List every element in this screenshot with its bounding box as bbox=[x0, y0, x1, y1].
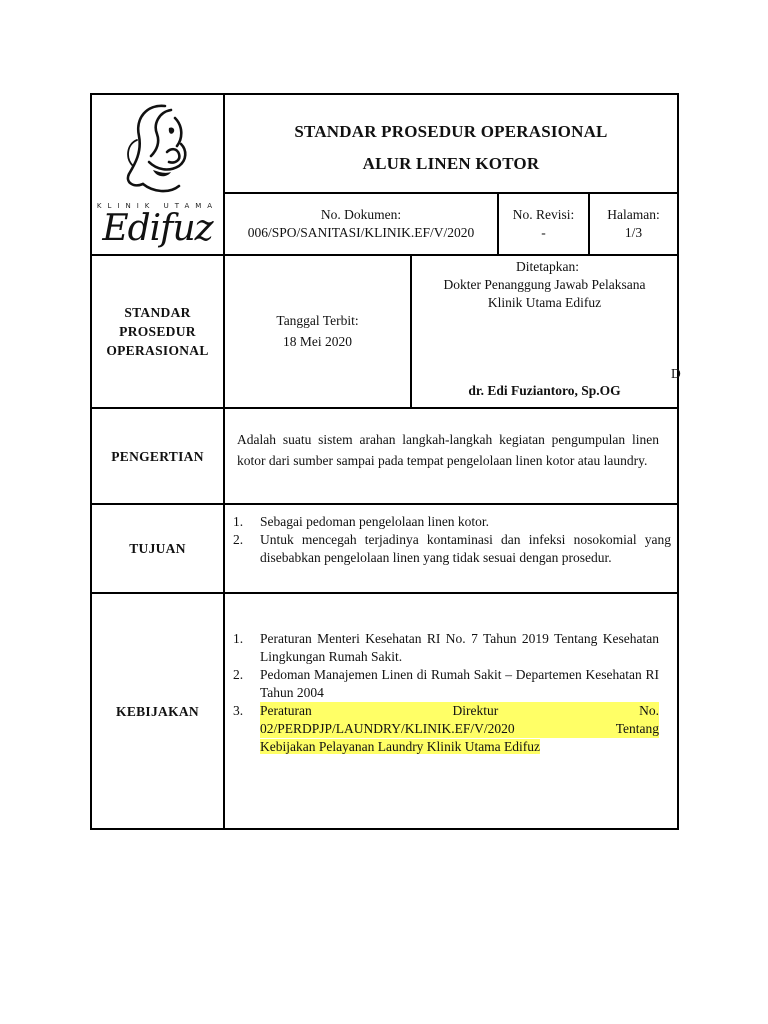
list-number: 1. bbox=[233, 631, 244, 646]
tujuan-label: TUJUAN bbox=[129, 541, 186, 556]
highlighted-line-1: Peraturan Direktur No. bbox=[260, 703, 659, 718]
list-text: Sebagai pedoman pengelolaan linen kotor. bbox=[260, 514, 490, 529]
tanggal-terbit-label: Tanggal Terbit: bbox=[276, 313, 359, 328]
spo-label-cell bbox=[92, 256, 223, 407]
halaman-label: Halaman: bbox=[607, 207, 660, 222]
tanggal-terbit-value: 18 Mei 2020 bbox=[283, 334, 352, 349]
ditetapkan-cell bbox=[412, 256, 677, 407]
tanggal-terbit-cell bbox=[225, 256, 410, 407]
list-number: 1. bbox=[233, 514, 244, 529]
list-item bbox=[225, 630, 659, 666]
list-number: 2. bbox=[233, 532, 244, 547]
mother-child-icon bbox=[113, 100, 203, 200]
list-text: Untuk mencegah terjadinya kontaminasi dan infeksi nosokomial yang disebabkan pengelolaan linen yang tidak sesuai dengan prosedur. bbox=[260, 532, 671, 565]
ditetapkan-line-1: Dokter Penanggung Jawab Pelaksana bbox=[443, 277, 646, 292]
table-border-bottom bbox=[90, 828, 679, 830]
list-number: 2. bbox=[233, 667, 244, 682]
signatory-name: dr. Edi Fuziantoro, Sp.OG bbox=[468, 383, 621, 398]
no-revisi-label: No. Revisi: bbox=[512, 207, 575, 222]
edge-character: D bbox=[671, 366, 681, 381]
no-dokumen-value: 006/SPO/SANITASI/KLINIK.EF/V/2020 bbox=[247, 225, 475, 240]
ditetapkan-line-2: Klinik Utama Edifuz bbox=[487, 295, 602, 310]
spo-label-line-3: OPERASIONAL bbox=[106, 343, 209, 358]
no-revisi-value: - bbox=[541, 225, 546, 240]
tujuan-list bbox=[225, 513, 671, 567]
no-dokumen-cell bbox=[225, 194, 497, 254]
title-line-1: STANDAR PROSEDUR OPERASIONAL bbox=[294, 121, 608, 141]
halaman-value: 1/3 bbox=[624, 225, 643, 240]
spo-label-line-2: PROSEDUR bbox=[119, 324, 196, 339]
list-item bbox=[225, 531, 671, 567]
clinic-logo bbox=[92, 95, 223, 254]
highlighted-line-2: 02/PERDPJP/LAUNDRY/KLINIK.EF/V/2020 Tentang bbox=[260, 721, 659, 736]
title-line-2: ALUR LINEN KOTOR bbox=[362, 153, 540, 173]
spo-label-line-1: STANDAR bbox=[124, 305, 191, 320]
list-text: Pedoman Manajemen Linen di Rumah Sakit – Departemen Kesehatan RI Tahun 2004 bbox=[260, 667, 659, 700]
list-text: Peraturan Menteri Kesehatan RI No. 7 Tahun 2019 Tentang Kesehatan Lingkungan Rumah Sakit. bbox=[260, 631, 659, 664]
highlighted-line-3: Kebijakan Pelayanan Laundry Klinik Utama Edifuz bbox=[260, 739, 541, 754]
kebijakan-label: KEBIJAKAN bbox=[116, 703, 199, 719]
halaman-cell bbox=[590, 194, 677, 254]
ditetapkan-label: Ditetapkan: bbox=[516, 259, 579, 274]
logo-subtitle: KLINIK UTAMA bbox=[96, 201, 219, 210]
list-number: 3. bbox=[233, 703, 244, 718]
list-item-highlighted bbox=[225, 702, 659, 756]
pengertian-label: PENGERTIAN bbox=[111, 448, 204, 464]
list-item bbox=[225, 513, 671, 531]
kebijakan-list bbox=[225, 630, 659, 756]
no-revisi-cell bbox=[499, 194, 588, 254]
list-item bbox=[225, 666, 659, 702]
table-border-right bbox=[677, 93, 679, 830]
document-title bbox=[225, 95, 677, 192]
logo-name: Edifuz bbox=[102, 207, 213, 249]
pengertian-text: Adalah suatu sistem arahan langkah-langkah kegiatan pengumpulan linen kotor dari sumber sampai pada tempat pengelolaan linen kotor atau laundry. bbox=[237, 432, 659, 468]
no-dokumen-label: No. Dokumen: bbox=[320, 207, 402, 222]
